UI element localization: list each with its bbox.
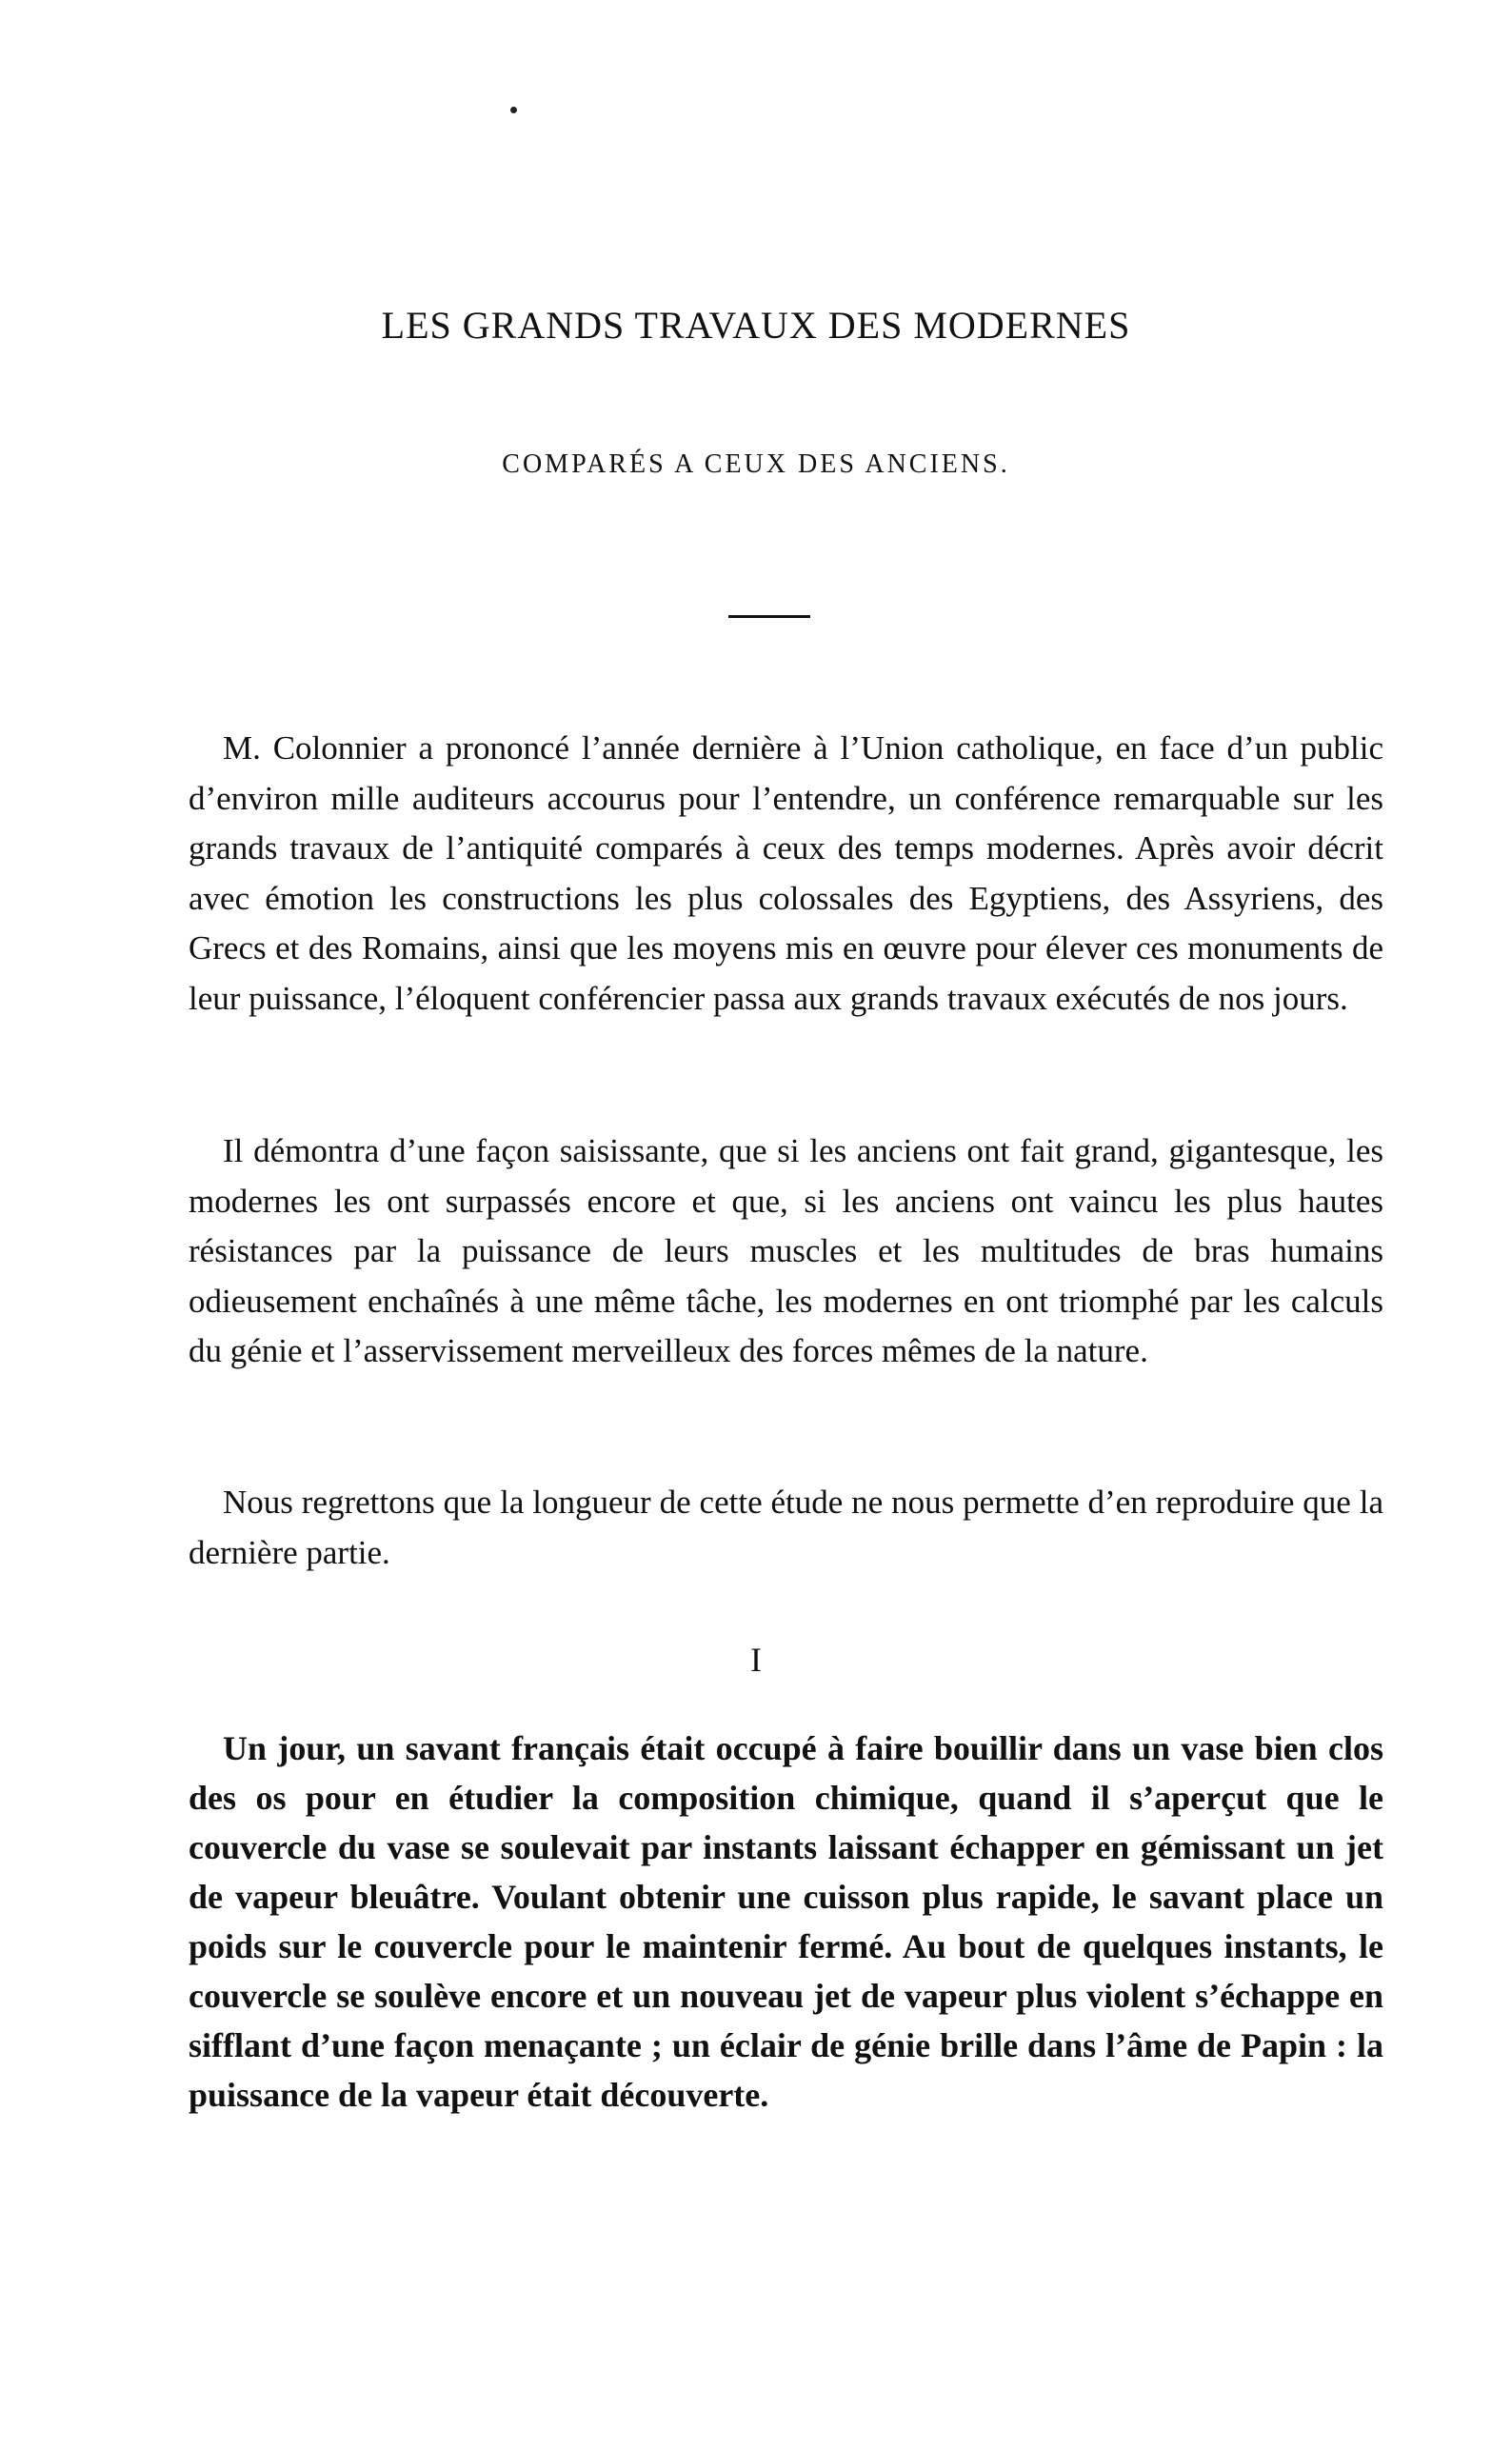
page-title: LES GRANDS TRAVAUX DES MODERNES: [381, 304, 1131, 347]
ink-speck-top: [510, 107, 517, 113]
paragraph-papin: Un jour, un savant français était occupé à faire bouillir dans un vase bien clos des os pour en étudier la composition chimique, quand il s’aperçut que le couvercle du vase se soulevait par instants laissant échapper en gémissant un jet de vapeur bleuâtre. Voulant obtenir une cuisson plus rapide, le savant place un poids sur le couvercle pour le maintenir fermé. Au bout de quelques instants, le couvercle se soulève encore et un nouveau jet de vapeur plus violent s’échappe en sifflant d’une façon menaçante ; un éclair de génie brille dans l’âme de Papin : la puissance de la vapeur était découverte.: [189, 1729, 1383, 2114]
paragraph-demonstration: Il démontra d’une façon saisissante, que si les anciens ont fait grand, gigantesque, les modernes les ont surpassés encore et que, si les anciens ont vaincu les plus hautes résistances par la puissance de leurs muscles et les multitudes de bras humains odieusement enchaînés à une même tâche, les modernes en ont triomphé par les calculs du génie et l’asservissement merveilleux des forces mêmes de la nature.: [189, 1132, 1383, 1369]
section-number: I: [750, 1641, 762, 1679]
page-subtitle: COMPARÉS A CEUX DES ANCIENS.: [502, 449, 1010, 479]
paragraph-note: Nous regrettons que la longueur de cette étude ne nous permette d’en reproduire que la dernière partie.: [189, 1484, 1383, 1571]
paragraph-intro: M. Colonnier a prononcé l’année dernière à l’Union catholique, en face d’un public d’environ mille auditeurs accourus pour l’entendre, un conférence remarquable sur les grands travaux de l’antiquité comparés à ceux des temps modernes. Après avoir décrit avec émotion les constructions les plus colossales des Egyptiens, des Assyriens, des Grecs et des Romains, ainsi que les moyens mis en œuvre pour élever ces monuments de leur puissance, l’éloquent conférencier passa aux grands travaux exécutés de nos jours.: [189, 729, 1383, 1017]
section-divider: [728, 615, 810, 618]
